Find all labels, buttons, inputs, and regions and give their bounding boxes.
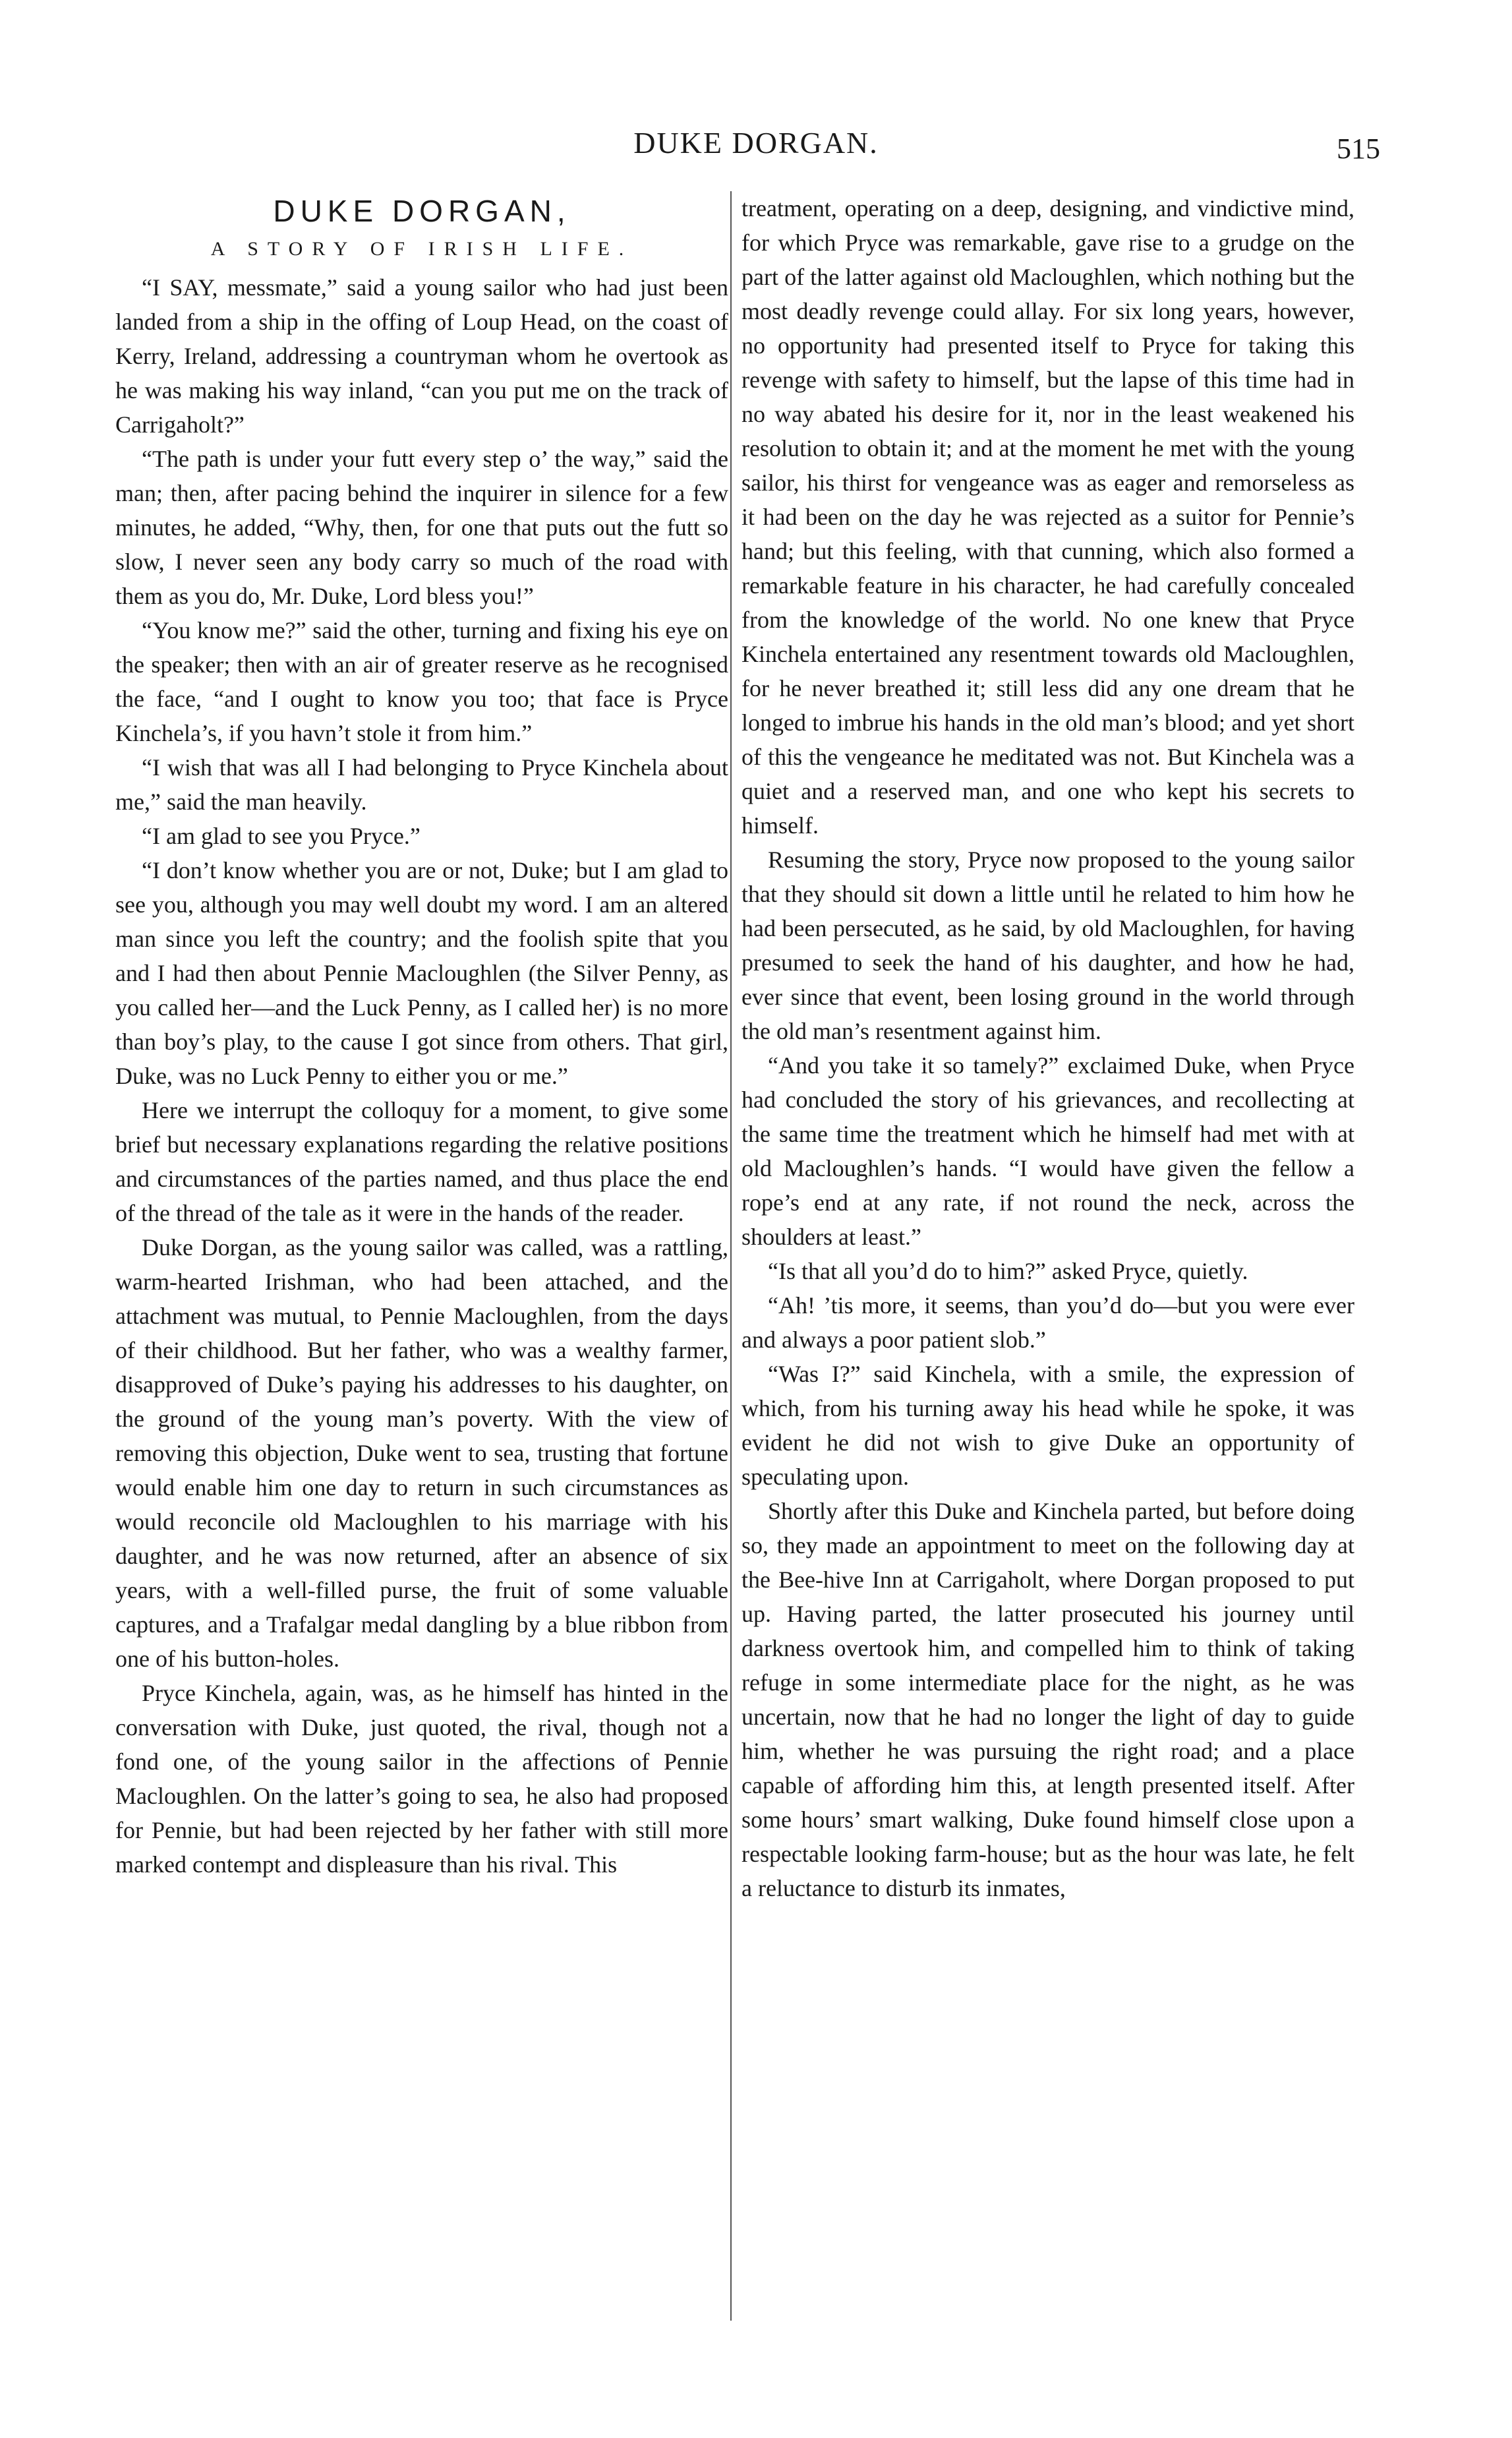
paragraph: “And you take it so tamely?” exclaimed Duke, when Pryce had concluded the story of his grievances, and recollecting at the same time the treatment which he himself had met with at old Macloughlen’s hands. “I would have given the fellow a rope’s end at any rate, if not round the neck, across the shoulders at least.” (741, 1052, 1354, 1250)
paragraph: Pryce Kinchela, again, was, as he himself has hinted in the conversation with Duke, just quoted, the rival, though not a fond one, of the young sailor in the affections of Pennie Macloughlen. On the latter’s going to sea, he also had proposed for Pennie, but had been rejected by her father with still more marked contempt and displeasure than his rival. This (115, 1680, 728, 1878)
story-subtitle: A STORY OF IRISH LIFE. (210, 238, 633, 260)
paragraph: “Is that all you’d do to him?” asked Pryce, quietly. (768, 1258, 1248, 1284)
paragraph: “Ah! ’tis more, it seems, than you’d do—but you were ever and always a poor patient slob.” (741, 1292, 1354, 1353)
story-title: DUKE DORGAN, (273, 194, 571, 228)
left-column (115, 191, 728, 1882)
paragraph: “Was I?” said Kinchela, with a smile, the expression of which, from his turning away his head while he spoke, it was evident he did not wish to give Duke an opportunity of speculating upon. (741, 1361, 1354, 1490)
page-number: 515 (1337, 133, 1380, 165)
paragraph: “The path is under your futt every step o’ the way,” said the man; then, after pacing behind the inquirer in silence for a few minutes, he added, “Why, then, for one that puts out the futt so slow, I never seen any body carry so much of the road with them as you do, Mr. Duke, Lord bless you!” (115, 446, 728, 609)
paragraph: “I am glad to see you Pryce.” (142, 823, 421, 849)
paragraph: Duke Dorgan, as the young sailor was called, was a rattling, warm-hearted Irishman, who had been attached, and the attachment was mutual, to Pennie Macloughlen, from the days of their childhood. But her father, who was a wealthy farmer, disapproved of Duke’s paying his addresses to his daughter, on the ground of the young man’s poverty. With the view of removing this objection, Duke went to sea, trusting that fortune would enable him one day to return in such circumstances as would reconcile old Macloughlen to his marriage with his daughter, and he was now returned, after an absence of six years, with a well-filled purse, the fruit of some valuable captures, and a Trafalgar medal dangling by a blue ribbon from one of his button-holes. (115, 1234, 728, 1672)
paragraph: Resuming the story, Pryce now proposed to the young sailor that they should sit down a little until he related to him how he had been persecuted, as he said, by old Macloughlen, for having presumed to seek the hand of his daughter, and how he had, ever since that event, been losing ground in the world through the old man’s resentment against him. (741, 847, 1354, 1044)
running-title: DUKE DORGAN. (633, 126, 879, 160)
paragraph: “You know me?” said the other, turning and fixing his eye on the speaker; then with an air of greater reserve as he recognised the face, “and I ought to know you too; that face is Pryce Kinchela’s, if you havn’t stole it from him.” (115, 617, 728, 746)
paragraph: Shortly after this Duke and Kinchela parted, but before doing so, they made an appointment to meet on the following day at the Bee-hive Inn at Carrigaholt, where Dorgan proposed to put up. Having parted, the latter prosecuted his journey until darkness overtook him, and compelled him to think of taking refuge in some intermediate place for the night, as he was uncertain, now that he had no longer the light of day to guide him, whether he was pursuing the right road; and a place capable of affording him this, at length presented itself. After some hours’ smart walking, Duke found himself close upon a respectable looking farm-house; but as the hour was late, he felt a reluctance to disturb its inmates, (741, 1498, 1354, 1901)
paragraph: “I SAY, messmate,” said a young sailor who had just been landed from a ship in the offing of Loup Head, on the coast of Kerry, Ireland, addressing a countryman whom he overtook as he was making his way inland, “can you put me on the track of Carrigaholt?” (115, 274, 728, 438)
paragraph-continuation: treatment, operating on a deep, designing, and vindictive mind, for which Pryce was remarkable, gave rise to a grudge on the part of the latter against old Macloughlen, which nothing but the most deadly revenge could allay. For six long years, however, no opportunity had presented itself to Pryce for taking this revenge with safety to himself, but the lapse of this time had in no way abated his desire for it, nor in the least weakened his resolution to obtain it; and at the moment he met with the young sailor, his thirst for vengeance was as eager and remorseless as it had been on the day he was rejected as a suitor for Pennie’s hand; but this feeling, with that cunning, which also formed a remarkable feature in his character, he had carefully concealed from the knowledge of the world. No one knew that Pryce Kinchela entertained any resentment towards old Macloughlen, for he never breathed it; still less did any one dream that he longed to imbrue his hands in the old man’s blood; and yet short of this the vengeance he meditated was not. But Kinchela was a quiet and a reserved man, and one who kept his secrets to himself. (741, 195, 1354, 839)
right-column (741, 191, 1354, 1905)
paragraph: “I wish that was all I had belonging to Pryce Kinchela about me,” said the man heavily. (115, 754, 728, 815)
paragraph: Here we interrupt the colloquy for a moment, to give some brief but necessary explanations regarding the relative positions and circumstances of the parties named, and thus place the end of the thread of the tale as it were in the hands of the reader. (115, 1097, 728, 1226)
paragraph: “I don’t know whether you are or not, Duke; but I am glad to see you, although you may well doubt my word. I am an altered man since you left the country; and the foolish spite that you and I had then about Pennie Macloughlen (the Silver Penny, as you called her—and the Luck Penny, as I called her) is no more than boy’s play, to the cause I got since from others. That girl, Duke, was no Luck Penny to either you or me.” (115, 857, 728, 1089)
column-divider (730, 191, 732, 2321)
